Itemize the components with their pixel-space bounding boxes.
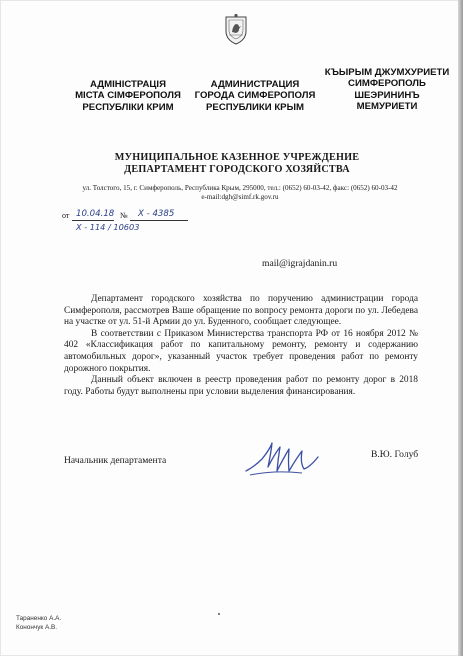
number-underline (130, 220, 188, 221)
institution-title (80, 152, 394, 177)
executor-name: Тараненко А.А. (16, 615, 62, 622)
registration-number: Х - 4385 (138, 209, 175, 219)
executors-block (16, 614, 61, 632)
registration-reference: Х - 114 / 10603 (76, 222, 140, 232)
registration-stamp (62, 208, 190, 238)
address-block (60, 184, 420, 203)
org-crh-line: МЕМУРИЕТИ (356, 100, 418, 112)
date-label: от (62, 211, 70, 220)
org-ru-line: ГОРОДА СИМФЕРОПОЛЯ (194, 90, 316, 102)
body-paragraph: В соответствии с Приказом Министерства транспорта РФ от 16 ноября 2012 № 402 «Классификация работ по капитальному ремонту, ремонту и содержанию автомобильных дорог», указанный участок требует проведения работ по ремонту дорожного покрытия. (64, 328, 418, 374)
crimea-coat-of-arms-icon (224, 13, 248, 45)
page-edge-shadow (458, 0, 463, 656)
org-ua-line: РЕСПУБЛІКИ КРИМ (82, 101, 174, 113)
org-name-crimean-tatar (318, 67, 456, 112)
registration-date: 10.04.18 (76, 209, 115, 219)
org-name-russian (186, 79, 324, 113)
signatory-title: Начальник департамента (64, 455, 167, 466)
letter-body (64, 294, 418, 398)
email-line: e-mail:dgh@simf.rk.gov.ru (201, 193, 279, 202)
scan-speck (218, 613, 220, 615)
org-crh-line: СИМФЕРОПОЛЬ (348, 78, 426, 90)
org-ru-line: РЕСПУБЛИКИ КРЫМ (206, 101, 304, 113)
org-ru-line: АДМИНИСТРАЦИЯ (210, 79, 300, 90)
body-paragraph: Данный объект включен в реестр проведения работ по ремонту дорог в 2018 году. Работы будут выполнены при условии выделения финансирования. (64, 375, 418, 397)
org-crh-line: ШЕЭРИНИНЪ (354, 89, 420, 101)
org-crh-line: КЪЫРЫМ ДЖУМХУРИЕТИ (324, 67, 450, 78)
address-line: ул. Толстого, 15, г. Симферополь, Республика Крым, 295000, тел.: (0652) 60-03-42, факс: (0652) 60-03-42 (82, 184, 398, 192)
number-label: № (120, 211, 128, 220)
org-name-ukrainian (58, 79, 198, 113)
executor-name: Конончук А.В. (16, 624, 58, 632)
org-ua-line: МІСТА СІМФЕРОПОЛЯ (75, 90, 181, 102)
date-underline (72, 220, 114, 221)
body-paragraph: Департамент городского хозяйства по поручению администрации города Симферополя, рассмотрев Ваше обращение по вопросу ремонта дороги по ул. Лебедева на участке от ул. 51-й Армии до ул. Буденного, сообщает следующее. (64, 294, 418, 328)
recipient-email: mail@igrajdanin.ru (262, 258, 338, 269)
handwritten-signature (244, 437, 320, 481)
institution-line-1: МУНИЦИПАЛЬНОЕ КАЗЕННОЕ УЧРЕЖДЕНИЕ (114, 152, 360, 163)
signatory-name: В.Ю. Голуб (371, 449, 419, 460)
org-ua-line: АДМІНІСТРАЦІЯ (90, 79, 166, 90)
institution-line-2: ДЕПАРТАМЕНТ ГОРОДСКОГО ХОЗЯЙСТВА (124, 164, 350, 176)
